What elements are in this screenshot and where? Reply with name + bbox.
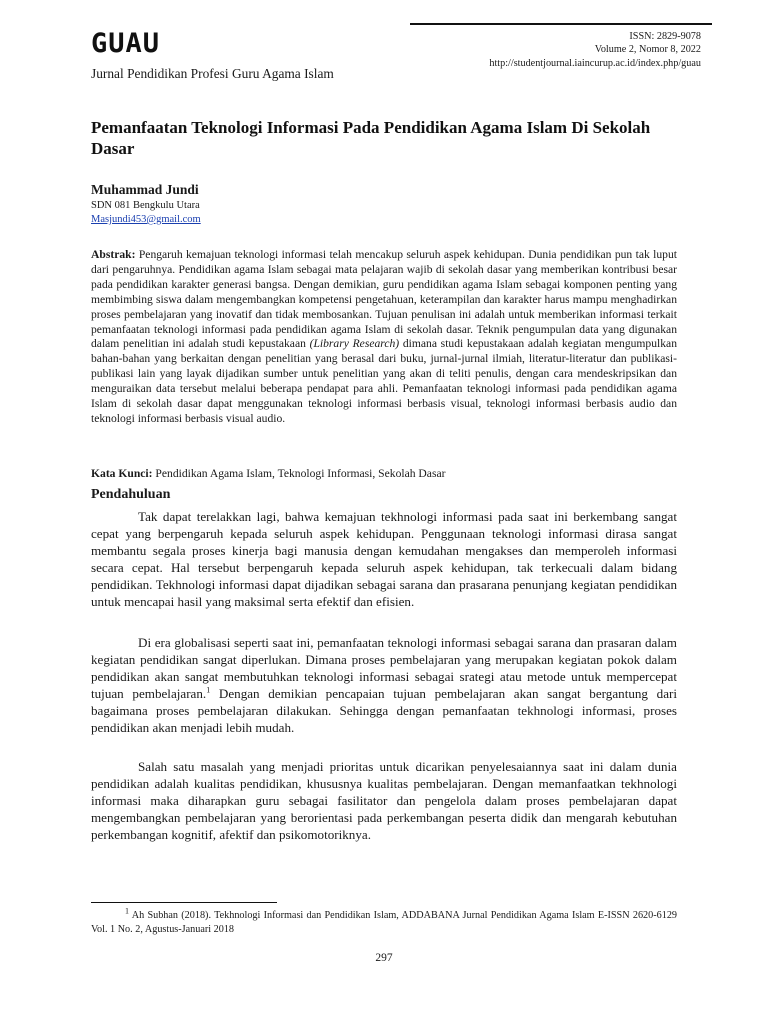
section-heading: Pendahuluan: [91, 487, 171, 502]
footnote-number: 1: [125, 906, 129, 916]
footnote-text: Ah Subhan (2018). Tekhnologi Informasi dan Pendidikan Islam, ADDABANA Jurnal Pendidikan Agama Islam E-ISSN 2620-6129 Vol. 1 No. 2, Agustus-Januari 2018: [91, 910, 678, 935]
journal-name: Jurnal Pendidikan Profesi Guru Agama Islam: [91, 66, 334, 81]
abstract: [91, 248, 677, 427]
footnote: [91, 906, 678, 936]
author-email-link[interactable]: Masjundi453@gmail.com: [91, 214, 201, 225]
keywords-label: Kata Kunci:: [91, 467, 153, 480]
footnote-ref[interactable]: 1: [206, 685, 211, 695]
issn: ISSN: 2829-9078: [629, 31, 701, 42]
header-rule: [410, 23, 712, 25]
abstract-text-1: Pengaruh kemajuan teknologi informasi telah mencakup seluruh aspek kehidupan. Dunia pendidikan pun tak luput dari pengaruhnya. Pendidikan agama Islam sebagai mata pelajaran wajib di sekolah dasar yang memberikan kontribusi besar pada pendidikan karakter generasi bangsa. Dengan demikian, guru pendidikan agama Islam sebagai komponen penting yang membimbing siswa dalam mengembangkan kompetensi pengetahuan, keterampilan dan karakter harus mampu menghadirkan proses pembelajaran yang inovatif dan tidak membosankan. Tujuan penulisan ini adalah untuk memberikan informasi terkait pemanfaatan teknologi informasi pada pendidikan agama Islam di sekolah dasar. Teknik pengumpulan data yang digunakan dalam penelitian ini adalah studi kepustakaan: [91, 248, 677, 351]
author-affiliation: SDN 081 Bengkulu Utara: [91, 200, 200, 211]
keywords: [91, 466, 677, 481]
page-number: 297: [375, 952, 393, 964]
paragraph-2-text-2: Dengan demikian pencapaian tujuan pembelajaran akan sangat bergantung dari bagaimana proses pembelajaran dilakukan. Sehingga dengan pemanfaatan tekhnologi informasi, proses pendidikan akan menjadi lebih mudah.: [91, 686, 678, 736]
paragraph-2-text-1: Di era globalisasi seperti saat ini, pemanfaatan teknologi informasi sebagai sarana dan prasaran dalam kegiatan pendidikan sangat diperlukan. Dimana proses pembelajaran yang merupakan kegiatan pokok dalam pendidikan akan sangat membutuhkan teknologi informasi sebagai srategi atau metode untuk mempercepat tujuan pembelajaran.: [91, 635, 677, 702]
abstract-label: Abstrak:: [91, 248, 136, 261]
article-title: Pemanfaatan Teknologi Informasi Pada Pendidikan Agama Islam Di Sekolah Dasar: [91, 118, 651, 158]
journal-logo: GUAU: [91, 28, 161, 59]
abstract-text-2: dimana studi kepustakaan adalah kegiatan mengumpulkan bahan-bahan yang berkaitan dengan penelitian yang berasal dari buku, jurnal-jurnal ilmiah, literatur-literatur dan publikasi-publikasi lain yang layak dijadikan sumber untuk penelitian yang akan di teliti penulis, dengan cara mendeskripsikan dan menguraikan data tersebut melalui beberapa pendapat para ahli. Pemanfaatan teknologi informasi pada pendidikan agama Islam di sekolah dasar dapat menggunakan teknologi informasi berbasis visual, teknologi informasi berbasis audio dan teknologi informasi berbasis visual audio.: [91, 337, 677, 425]
keywords-text: Pendidikan Agama Islam, Teknologi Informasi, Sekolah Dasar: [155, 467, 446, 480]
journal-url[interactable]: http://studentjournal.iaincurup.ac.id/index.php/guau: [489, 57, 701, 69]
author-name: Muhammad Jundi: [91, 182, 199, 197]
footnote-divider: [91, 902, 277, 903]
author-affiliation-block: [91, 199, 201, 227]
volume-number: Volume 2, Nomor 8, 2022: [594, 44, 701, 56]
journal-meta: [489, 30, 701, 70]
paragraph-1: Tak dapat terelakkan lagi, bahwa kemajuan tekhnologi informasi pada saat ini berkembang sangat cepat yang berpengaruh kepada seluruh aspek kehidupan. Penggunaan teknologi informasi dirasa sangat membantu segala proses kinerja bagi manusia dengan kemudahan mengakses dan memperoleh informasi secara cepat. Hal tersebut berpengaruh kepada seluruh aspek kehidupan, tak terkecuali dalam bidang pendidikan. Tekhnologi informasi dapat dijadikan sebagai sarana dan prasarana penunjang kegiatan pendidikan untuk mencapai hasil yang maksimal serta efektif dan efisien.: [91, 509, 677, 610]
paragraph-2: [91, 634, 677, 737]
paragraph-3: Salah satu masalah yang menjadi prioritas untuk dicarikan penyelesaiannya saat ini dalam dunia pendidikan adalah kualitas pendidikan, khususnya kualitas pembelajaran. Dengan memanfaatkan tekhnologi informasi maka diharapkan guru sebagai fasilitator dan pengelola dalam proses pembelajaran dapat mengembangkan pembelajaran yang berorientasi pada perkembangan peserta didik dan mengarah kebutuhan perkembangan kognitif, afektif dan psikomotoriknya.: [91, 759, 677, 843]
abstract-italic: (Library Research): [309, 337, 400, 351]
